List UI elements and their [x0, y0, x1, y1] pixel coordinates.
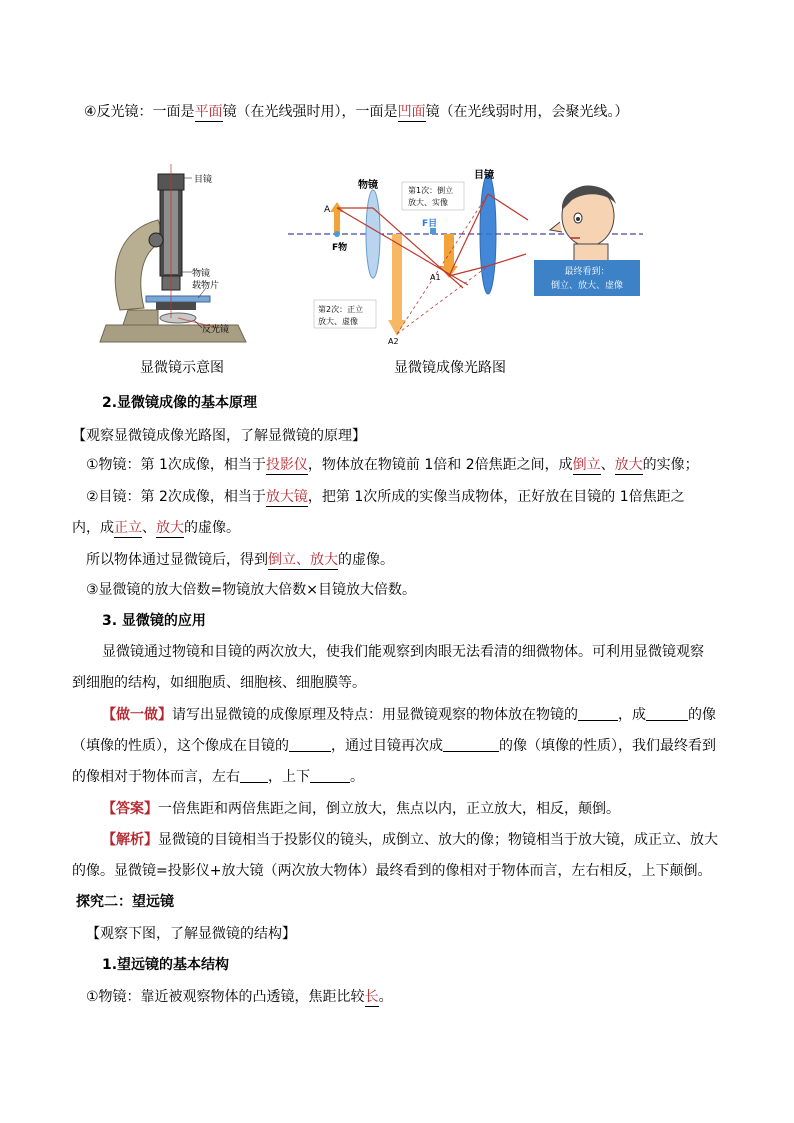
reflector-line: ④反光镜：一面是平面镜（在光线强时用），一面是凹面镜（在光线弱时用，会聚光线。）: [84, 104, 629, 120]
blank-1: [578, 706, 618, 721]
label-a: A: [324, 205, 331, 215]
label-first-1: 第1次：倒立: [408, 186, 454, 195]
caption-microscope: 显微镜示意图: [140, 360, 224, 376]
blank-5: [240, 768, 268, 783]
s2-p3: 所以物体通过显微镜后，得到倒立、放大的虚像。: [86, 552, 394, 568]
label-f-objective: F物: [332, 243, 348, 253]
do-line3: 的像相对于物体而言，左右 ，上下 。: [72, 769, 364, 785]
label-a2: A2: [388, 337, 399, 346]
label-eyepiece: 目镜: [194, 175, 213, 185]
label-stage: 载物片: [192, 281, 220, 291]
t1-heading: 1.望远镜的基本结构: [102, 957, 230, 973]
analysis-line1: 【解析】显微镜的目镜相当于投影仪的镜头，成倒立、放大的像；物镜相当于放大镜，成正立、放大: [102, 832, 718, 848]
microscope-diagram: [98, 160, 258, 350]
s3-p2: 到细胞的结构，如细胞质、细胞核、细胞膜等。: [72, 675, 366, 691]
label-eyepiece-lens: 目镜: [474, 170, 494, 181]
analysis-line2: 的像。显微镜=投影仪+放大镜（两次放大物体）最终看到的像相对于物体而言，左右相反，上下颠倒。: [72, 863, 712, 879]
label-final-1: 最终看到：: [564, 267, 610, 277]
optical-path-diagram: [288, 160, 648, 350]
do-line2: （填像的性质），这个像成在目镜的 ，通过目镜再次成 的像（填像的性质），我们最终看到: [72, 738, 716, 754]
s2-heading: 2.显微镜成像的基本原理: [102, 395, 258, 411]
label-second-1: 第2次：正立: [318, 305, 364, 314]
answer-concave: 凹面: [397, 104, 426, 120]
explore2-observe: 【观察下图，了解显微镜的结构】: [86, 926, 296, 942]
s2-p2b: 内，成正立、放大的虚像。: [72, 520, 240, 536]
label-objective-lens: 物镜: [358, 180, 378, 191]
label-second-2: 放大、虚像: [318, 317, 358, 326]
label-objective: 物镜: [192, 269, 211, 279]
blank-6: [310, 768, 350, 783]
do-line1: 【做一做】请写出显微镜的成像原理及特点：用显微镜观察的物体放在物镜的 ，成 的像: [102, 707, 716, 723]
answer-flat: 平面: [194, 104, 223, 120]
blank-2: [646, 706, 688, 721]
t1-p1: ①物镜：靠近被观察物体的凸透镜，焦距比较长。: [86, 989, 393, 1005]
s3-p1: 显微镜通过物镜和目镜的两次放大，使我们能观察到肉眼无法看清的细微物体。可利用显微镜观察: [102, 644, 704, 660]
label-f-eyepiece: F目: [422, 219, 438, 229]
observer-figure: [550, 186, 616, 264]
answer-line: 【答案】一倍焦距和两倍焦距之间，倒立放大，焦点以内，正立放大，相反，颠倒。: [102, 801, 620, 817]
label-final-2: 倒立、放大、虚像: [550, 281, 624, 291]
label-mirror: 反光镜: [202, 325, 230, 335]
s2-p4: ③显微镜的放大倍数=物镜放大倍数×目镜放大倍数。: [86, 582, 417, 598]
s2-observe: 【观察显微镜成像光路图，了解显微镜的原理】: [72, 428, 366, 444]
explore2-heading: 探究二：望远镜: [76, 894, 174, 910]
blank-3: [289, 737, 331, 752]
s3-heading: 3. 显微镜的应用: [102, 613, 206, 629]
label-a1: A1: [430, 273, 441, 282]
blank-4: [443, 737, 499, 752]
label-first-2: 放大、实像: [408, 198, 448, 207]
s2-p1: ①物镜：第 1次成像，相当于投影仪，物体放在物镜前 1倍和 2倍焦距之间，成倒立、放大的实像；: [86, 457, 699, 473]
caption-optical-path: 显微镜成像光路图: [394, 360, 506, 376]
s2-p2: ②目镜：第 2次成像，相当于放大镜，把第 1次所成的实像当成物体，正好放在目镜的 1倍焦距之: [86, 489, 685, 505]
